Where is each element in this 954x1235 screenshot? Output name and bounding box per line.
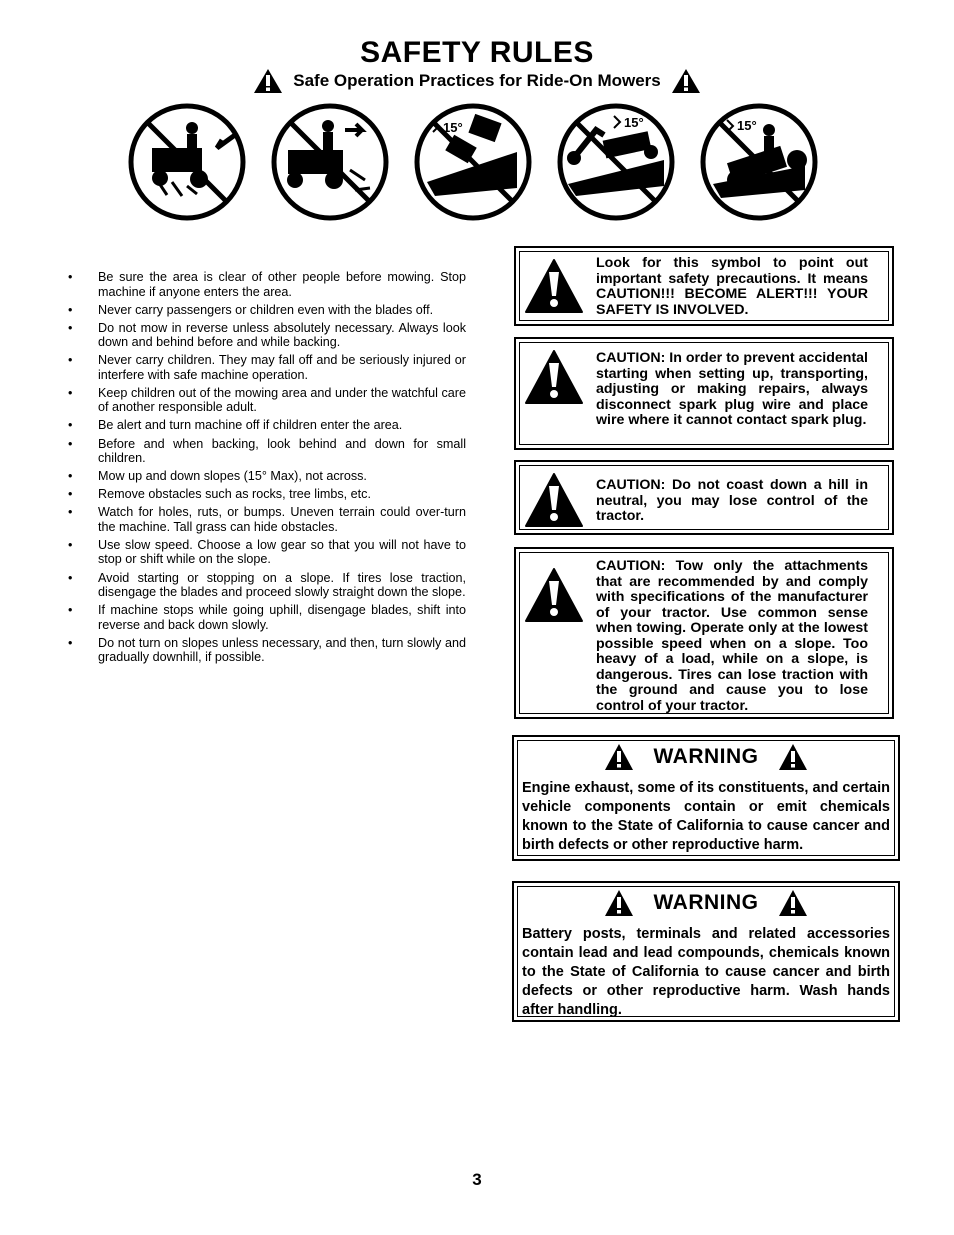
angle-label: 15°: [624, 115, 644, 130]
list-item: • Remove obstacles such as rocks, tree limbs, etc.: [66, 487, 466, 502]
caution-box: [514, 246, 894, 326]
alert-triangle-icon: [524, 349, 584, 405]
alert-triangle-icon: [604, 889, 634, 917]
list-item: • If machine stops while going uphill, disengage blades, shift into reverse and back down slowly.: [66, 603, 466, 632]
list-item: • Before and when backing, look behind and down for small children.: [66, 437, 466, 466]
list-item: • Be alert and turn machine off if children enter the area.: [66, 418, 466, 433]
page-title: SAFETY RULES: [360, 36, 594, 69]
page-number: 3: [472, 1170, 482, 1189]
alert-triangle-icon: [778, 743, 808, 771]
list-item: • Never carry passengers or children even with the blades off.: [66, 303, 466, 318]
pictogram-row: [0, 100, 954, 230]
list-item: • Be sure the area is clear of other people before mowing. Stop machine if anyone enters the area.: [66, 270, 466, 299]
alert-triangle-icon: [253, 68, 283, 94]
prohibited-icon: [413, 100, 533, 226]
alert-triangle-icon: [778, 889, 808, 917]
list-item: • Mow up and down slopes (15° Max), not across.: [66, 469, 466, 484]
list-item: • Avoid starting or stopping on a slope. If tires lose traction, disengage the blades and proceed slowly straight down the slope.: [66, 571, 466, 600]
warning-heading: [514, 889, 898, 917]
alert-triangle-icon: [524, 258, 584, 314]
list-item: • Use slow speed. Choose a low gear so that you will not have to stop or shift while on the slope.: [66, 538, 466, 567]
page-subtitle: [0, 68, 954, 94]
list-item: • Keep children out of the mowing area and under the watchful care of another responsible adult.: [66, 386, 466, 415]
caution-text: CAUTION: In order to prevent accidental starting when setting up, transporting, adjusting or making repairs, always disconnect spark plug wire and place wire where it cannot contact spark plug.: [596, 350, 868, 428]
safety-rules-list: [66, 270, 466, 668]
prohibited-icon: [699, 100, 819, 226]
prohibited-icon: [127, 100, 247, 226]
prohibited-icon: [270, 100, 390, 226]
angle-label: 15°: [737, 118, 757, 133]
warning-label: WARNING: [653, 891, 759, 914]
prohibited-icon: [556, 100, 676, 226]
caution-box: [514, 460, 894, 535]
alert-triangle-icon: [524, 567, 584, 623]
angle-label: 15°: [443, 120, 463, 135]
warning-heading: [514, 743, 898, 771]
alert-triangle-icon: [671, 68, 701, 94]
caution-box: [514, 337, 894, 450]
warning-text: Battery posts, terminals and related accessories contain lead and lead compounds, chemicals known to the State of California to cause cancer and birth defects or other reproductive harm. Wash hands after handling.: [522, 926, 890, 1018]
subtitle-text: Safe Operation Practices for Ride-On Mowers: [293, 71, 661, 90]
warning-label: WARNING: [653, 745, 759, 768]
alert-triangle-icon: [524, 472, 584, 528]
caution-text: Look for this symbol to point out important safety precautions. It means CAUTION!!! BECOME ALERT!!! YOUR SAFETY IS INVOLVED.: [596, 255, 868, 318]
caution-text: CAUTION: Tow only the attachments that are recommended by and comply with specifications of the manufacturer of your tractor. Use common sense when towing. Operate only at the lowest possible speed when on a slope. Too heavy of a load, while on a slope, is dangerous. Tires can lose traction with the ground and cause you to lose control of your tractor.: [596, 558, 868, 714]
caution-text: CAUTION: Do not coast down a hill in neutral, you may lose control of the tractor.: [596, 477, 868, 524]
alert-triangle-icon: [604, 743, 634, 771]
warning-box: [512, 735, 900, 861]
warning-text: Engine exhaust, some of its constituents, and certain vehicle components contain or emit chemicals known to the State of California to cause cancer and birth defects or other reproductive harm.: [522, 780, 890, 853]
warning-box: [512, 881, 900, 1022]
list-item: • Never carry children. They may fall off and be seriously injured or interfere with safe machine operation.: [66, 353, 466, 382]
list-item: • Watch for holes, ruts, or bumps. Uneven terrain could over-turn the machine. Tall grass can hide obstacles.: [66, 505, 466, 534]
list-item: • Do not mow in reverse unless absolutely necessary. Always look down and behind before and while backing.: [66, 321, 466, 350]
list-item: • Do not turn on slopes unless necessary, and then, turn slowly and gradually downhill, if possible.: [66, 636, 466, 665]
caution-box: [514, 547, 894, 719]
